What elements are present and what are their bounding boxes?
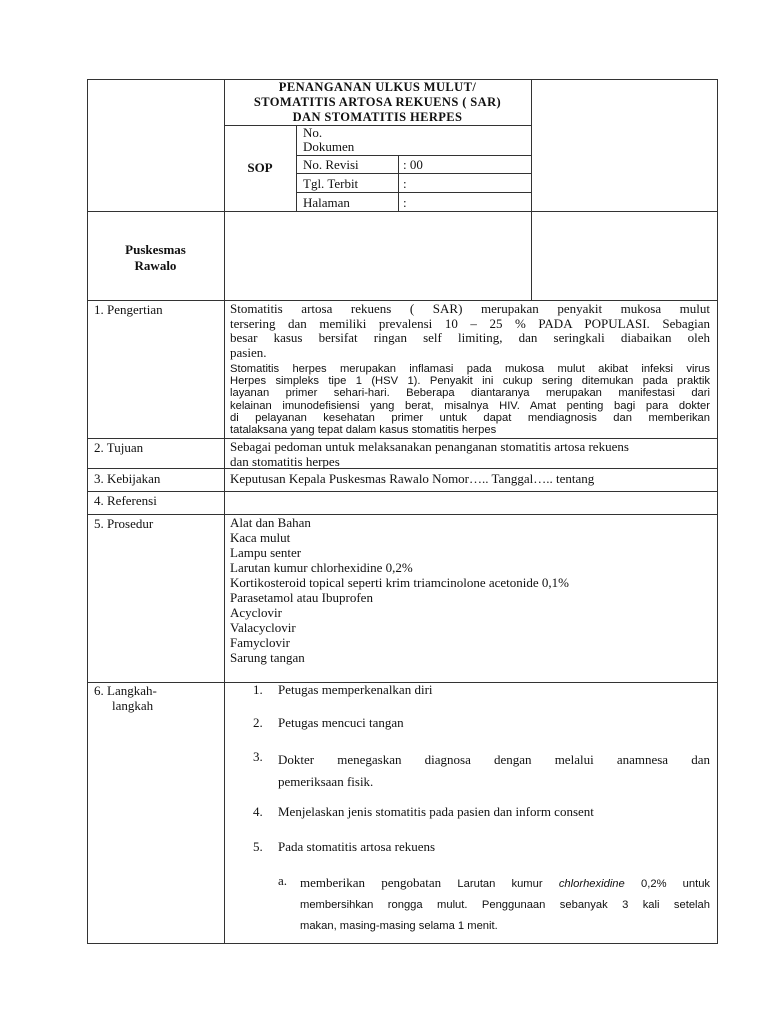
section-label-kebijakan: 3. Kebijakan bbox=[94, 471, 161, 486]
title-line: STOMATITIS ARTOSA REKUENS ( SAR) bbox=[253, 95, 502, 109]
list-item: Alat dan Bahan bbox=[230, 515, 311, 530]
step-number: 5. bbox=[253, 839, 263, 854]
issue-date-label: Tgl. Terbit bbox=[303, 176, 359, 191]
tujuan-text: Sebagai pedoman untuk melaksanakan penanganan stomatitis artosa rekuens dan stomatitis herpes bbox=[230, 439, 629, 469]
organization-name: Puskesmas Rawalo bbox=[125, 242, 186, 273]
section-label-prosedur: 5. Prosedur bbox=[94, 516, 154, 531]
page-label: Halaman bbox=[303, 195, 350, 210]
sop-label: SOP bbox=[247, 160, 273, 175]
revision-value: : 00 bbox=[403, 157, 423, 172]
list-item: Famyclovir bbox=[230, 635, 290, 650]
section-label-pengertian: 1. Pengertian bbox=[94, 302, 163, 317]
list-item: Kaca mulut bbox=[230, 530, 291, 545]
revision-label: No. Revisi bbox=[303, 157, 359, 172]
step-number: 2. bbox=[253, 715, 263, 730]
issue-date-value: : bbox=[403, 176, 407, 191]
doc-number-label: No. Dokumen bbox=[303, 125, 355, 154]
step-number: 3. bbox=[253, 749, 263, 764]
section-label-referensi: 4. Referensi bbox=[94, 493, 157, 508]
list-item: Acyclovir bbox=[230, 605, 282, 620]
prosedur-list bbox=[230, 515, 569, 665]
document-title bbox=[224, 80, 531, 125]
list-item: Larutan kumur chlorhexidine 0,2% bbox=[230, 560, 413, 575]
section-label-tujuan: 2. Tujuan bbox=[94, 440, 144, 455]
title-line: PENANGANAN ULKUS MULUT/ bbox=[278, 80, 477, 94]
pengertian-sar-paragraph: Stomatitis artosa rekuens ( SAR) merupakan penyakit mukosa mulut tersering dan memiliki prevalensi 10 – 25 % PADA POPULASI. Sebagian besar kasus bersifat ringan self limiting, dan seringkali diabaikan oleh pasien. bbox=[230, 301, 710, 360]
list-item: Kortikosteroid topical seperti krim triamcinolone acetonide 0,1% bbox=[230, 575, 569, 590]
title-line: DAN STOMATITIS HERPES bbox=[292, 110, 463, 124]
step-text: Menjelaskan jenis stomatitis pada pasien dan inform consent bbox=[278, 804, 594, 819]
step-number: 1. bbox=[253, 682, 263, 697]
step-text: Pada stomatitis artosa rekuens bbox=[278, 839, 436, 854]
section-label-langkah: 6. Langkah- langkah bbox=[94, 683, 157, 713]
substep-text: memberikan pengobatan Larutan kumur chlorhexidine 0,2% untuk membersihkan rongga mulut. Penggunaan sebanyak 3 kali setelah makan, masing-masing selama 1 menit. bbox=[300, 875, 711, 932]
pengertian-herpes-paragraph: Stomatitis herpes merupakan inflamasi pada mukosa mulut akibat infeksi virus Herpes simpleks tipe 1 (HSV 1). Penyakit ini cukup sering ditemukan pada praktik layanan primer sehari-hari. Beberapa diantaranya merupakan manifestasi dari kelainan imunodefisiensi yang berat, misalnya HIV. Amat penting bagi para dokter di pelayanan kesehatan primer untuk dapat mendiagnosis dan memberikan tatalaksana yang tepat dalam kasus stomatitis herpes bbox=[230, 363, 710, 437]
page-value: : bbox=[403, 195, 407, 210]
step-text: Dokter menegaskan diagnosa dengan melalui anamnesa dan pemeriksaan fisik. bbox=[278, 752, 710, 789]
list-item: Parasetamol atau Ibuprofen bbox=[230, 590, 373, 605]
kebijakan-text: Keputusan Kepala Puskesmas Rawalo Nomor….. Tanggal….. tentang bbox=[230, 471, 595, 486]
step-text: Petugas mencuci tangan bbox=[278, 715, 404, 730]
list-item: Sarung tangan bbox=[230, 650, 305, 665]
list-item: Lampu senter bbox=[230, 545, 302, 560]
step-number: 4. bbox=[253, 804, 263, 819]
list-item: Valacyclovir bbox=[230, 620, 296, 635]
substep-letter: a. bbox=[278, 873, 288, 888]
step-text: Petugas memperkenalkan diri bbox=[278, 682, 433, 697]
